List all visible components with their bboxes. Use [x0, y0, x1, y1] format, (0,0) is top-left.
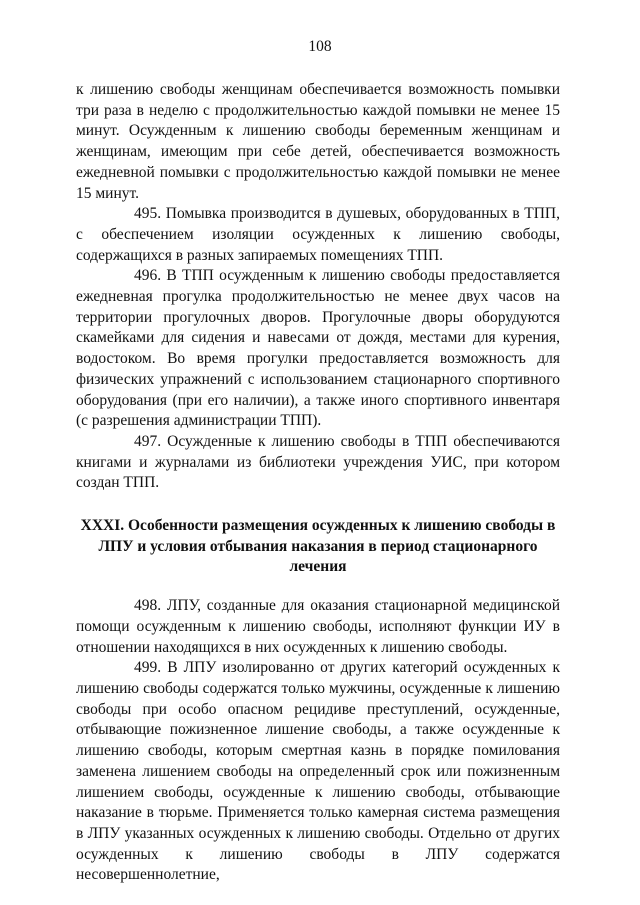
paragraph-497: 497. Осужденные к лишению свободы в ТПП обеспечиваются книгами и журналами из библиотеки учреждения УИС, при котором создан ТПП. — [76, 432, 560, 492]
paragraph-498: 498. ЛПУ, созданные для оказания стационарной медицинской помощи осужденным к лишению свободы, исполняют функции ИУ в отношении находящихся в них осужденных к лишению свободы. — [76, 597, 560, 656]
page-number: 108 — [308, 38, 332, 55]
section-heading: XXXI. Особенности размещения осужденных к лишению свободы в ЛПУ и условия отбывания наказания в период стационарного лечения — [80, 517, 556, 576]
paragraph-499: 499. В ЛПУ изолированно от других категорий осужденных к лишению свободы содержатся только мужчины, осужденные к лишению свободы при особо опасном рецидиве преступлений, осужденные, отбывающие пожизненное лишение свободы, а также осужденные к лишению свободы, которым смертная казнь в порядке помилования заменена лишением свободы на определенный срок или пожизненным лишением свободы, осужденные к лишению свободы, отбывающие наказание в тюрьме. Применяется только камерная система размещения в ЛПУ указанных осужденных к лишению свободы. Отдельно от других осужденных к лишению свободы в ЛПУ содержатся несовершеннолетние, — [76, 659, 560, 884]
paragraph-continuation: к лишению свободы женщинам обеспечивается возможность помывки три раза в неделю с продолжительностью каждой помывки не менее 15 минут. Осужденным к лишению свободы беременным женщинам и женщинам, имеющим при себе детей, обеспечивается возможность ежедневной помывки с продолжительностью каждой помывки не менее 15 минут. — [76, 81, 560, 202]
paragraph-495: 495. Помывка производится в душевых, оборудованных в ТПП, с обеспечением изоляции осужденных к лишению свободы, содержащихся в разных запираемых помещениях ТПП. — [76, 205, 560, 264]
document-body — [76, 80, 560, 886]
paragraph-496: 496. В ТПП осужденным к лишению свободы предоставляется ежедневная прогулка продолжительностью не менее двух часов на территории прогулочных дворов. Прогулочные дворы оборудуются скамейками для сидения и навесами от дождя, местами для курения, водостоком. Во время прогулки предоставляется возможность для физических упражнений с использованием стационарного спортивного оборудования (при его наличии), а также иного спортивного инвентаря (с разрешения администрации ТПП). — [76, 267, 560, 430]
